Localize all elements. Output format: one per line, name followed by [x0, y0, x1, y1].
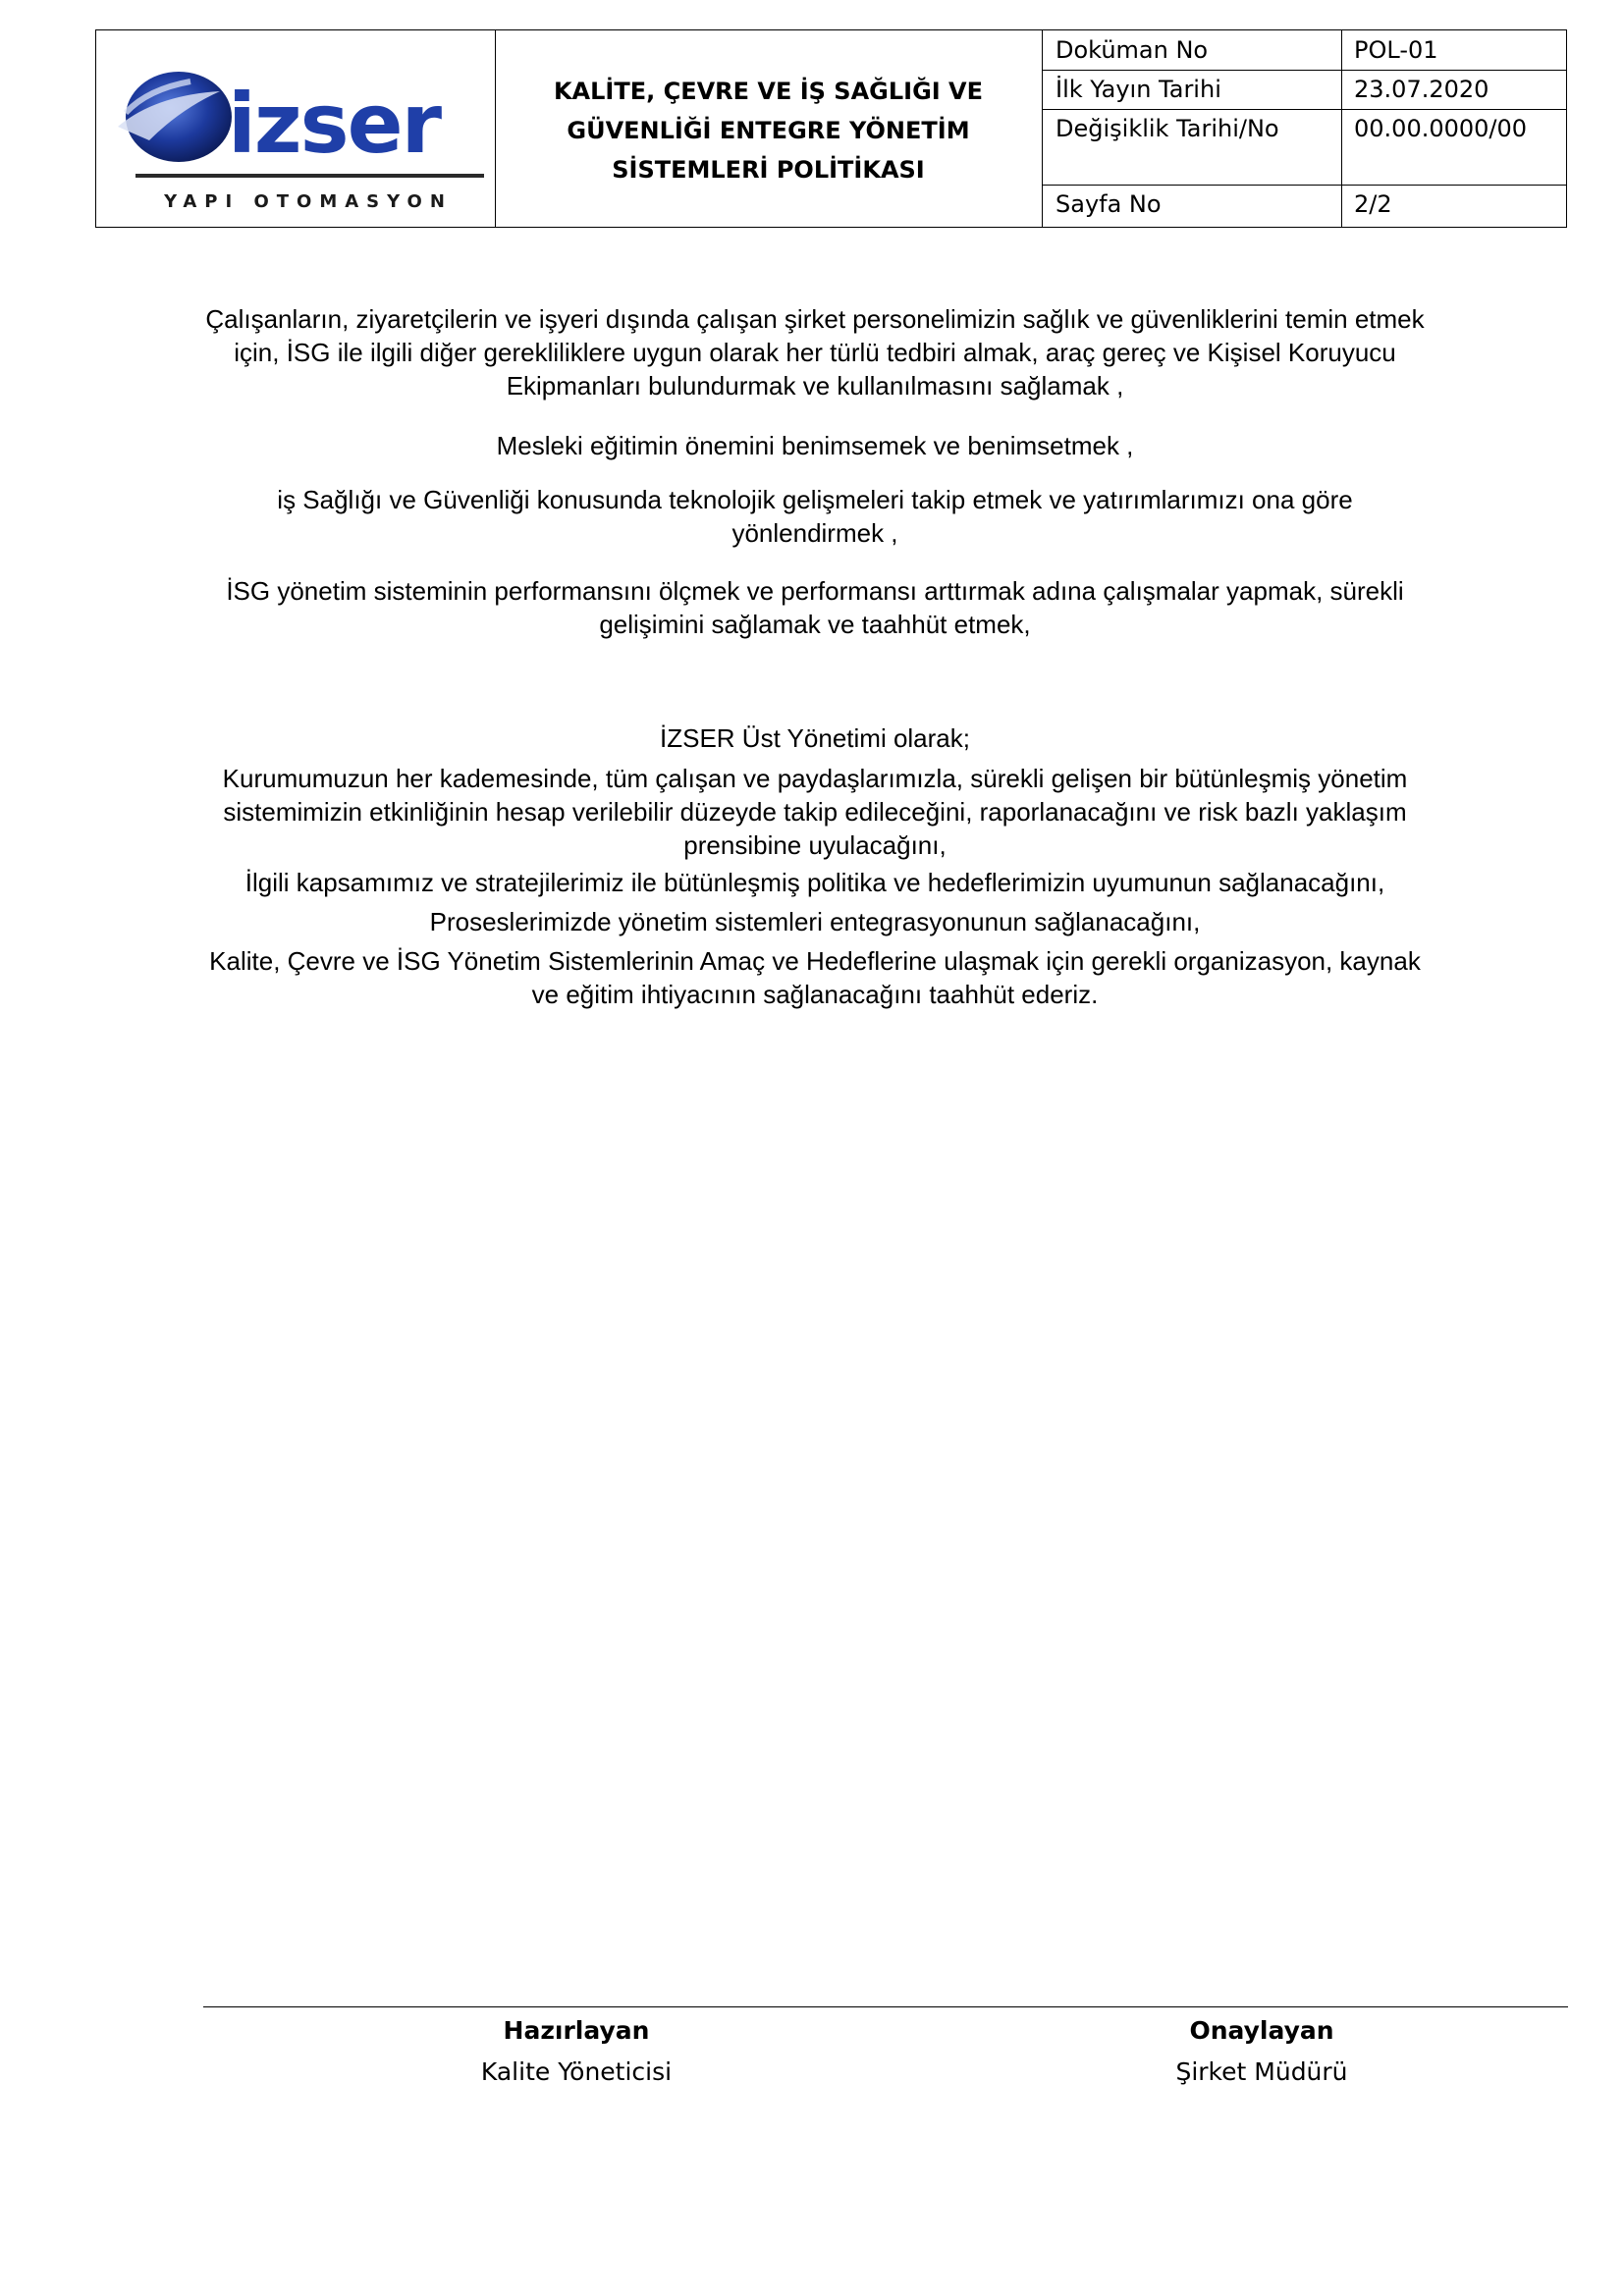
text-line: Kalite, Çevre ve İSG Yönetim Sistemlerinin Amaç ve Hedeflerine ulaşmak için gerekli organizasyon, kaynak — [209, 946, 1421, 976]
policy-paragraph — [157, 866, 1473, 899]
izser-logo-icon — [96, 30, 495, 227]
document-title — [495, 30, 1042, 227]
text-line: sistemimizin etkinliğinin hesap verilebilir düzeyde takip edileceğini, raporlanacağını ve risk bazlı yaklaşım — [223, 797, 1407, 827]
text-line: Mesleki eğitimin önemini benimsemek ve benimsetmek , — [496, 431, 1134, 460]
meta-label-document-no: Doküman No — [1056, 36, 1209, 64]
logo-tagline: YAPI OTOMASYON — [164, 191, 453, 212]
prepared-by-heading: Hazırlayan — [503, 2016, 650, 2045]
header-divider — [1341, 30, 1342, 227]
policy-paragraph — [157, 429, 1473, 462]
prepared-by-block — [380, 2016, 773, 2087]
meta-label-revision: Değişiklik Tarihi/No — [1056, 115, 1279, 142]
policy-paragraph — [157, 483, 1473, 550]
text-line: için, İSG ile ilgili diğer gerekliliklere uygun olarak her türlü tedbiri almak, araç gereç ve Kişisel Koruyucu — [234, 338, 1396, 367]
text-line: iş Sağlığı ve Güvenliği konusunda teknolojik gelişmeleri takip etmek ve yatırımlarımızı ona göre — [277, 485, 1353, 514]
header-row-divider — [1042, 109, 1566, 110]
meta-value-first-issue-date: 23.07.2020 — [1354, 76, 1489, 103]
document-header-table — [95, 29, 1567, 228]
text-line: ve eğitim ihtiyacının sağlanacağını taahhüt ederiz. — [531, 980, 1099, 1009]
policy-paragraph — [157, 905, 1473, 938]
header-divider — [1042, 30, 1043, 227]
header-row-divider — [1042, 185, 1566, 186]
text-line: gelişimini sağlamak ve taahhüt etmek, — [599, 610, 1031, 639]
text-line: Proseslerimizde yönetim sistemleri entegrasyonunun sağlanacağını, — [429, 907, 1201, 936]
text-line: Kurumumuzun her kademesinde, tüm çalışan ve paydaşlarımızla, sürekli gelişen bir bütünleşmiş yönetim — [222, 764, 1408, 793]
text-line: İZSER Üst Yönetimi olarak; — [660, 723, 970, 753]
text-line: Ekipmanları bulundurmak ve kullanılmasını sağlamak , — [506, 371, 1124, 400]
meta-value-document-no: POL-01 — [1354, 36, 1438, 64]
meta-label-page-no: Sayfa No — [1056, 190, 1162, 218]
title-line: SİSTEMLERİ POLİTİKASI — [612, 156, 925, 184]
prepared-by-role: Kalite Yöneticisi — [480, 2057, 673, 2086]
management-heading — [157, 721, 1473, 755]
text-line: İlgili kapsamımız ve stratejilerimiz ile bütünleşmiş politika ve hedeflerimizin uyumunun sağlanacağını, — [244, 868, 1385, 897]
meta-label-first-issue-date: İlk Yayın Tarihi — [1056, 76, 1221, 103]
policy-paragraph — [157, 762, 1473, 862]
text-line: prensibine uyulacağını, — [683, 830, 947, 860]
header-row-divider — [1042, 70, 1566, 71]
logo-wordmark: izser — [228, 76, 441, 172]
company-logo — [96, 30, 495, 227]
approved-by-role: Şirket Müdürü — [1175, 2057, 1348, 2086]
text-line: İSG yönetim sisteminin performansını ölçmek ve performansı arttırmak adına çalışmalar yapmak, sürekli — [226, 576, 1404, 606]
policy-paragraph — [157, 302, 1473, 402]
meta-value-page-no: 2/2 — [1354, 190, 1392, 218]
approved-by-block — [1065, 2016, 1458, 2087]
policy-paragraph — [157, 944, 1473, 1011]
title-line: GÜVENLİĞİ ENTEGRE YÖNETİM — [567, 117, 970, 144]
approved-by-heading: Onaylayan — [1189, 2016, 1334, 2045]
policy-paragraph — [157, 574, 1473, 641]
signature-divider — [203, 2006, 1568, 2007]
title-line: KALİTE, ÇEVRE VE İŞ SAĞLIĞI VE — [553, 78, 984, 105]
text-line: Çalışanların, ziyaretçilerin ve işyeri dışında çalışan şirket personelimizin sağlık ve güvenliklerini temin etmek — [205, 304, 1425, 334]
text-line: yönlendirmek , — [731, 518, 898, 548]
meta-value-revision: 00.00.0000/00 — [1354, 115, 1528, 142]
